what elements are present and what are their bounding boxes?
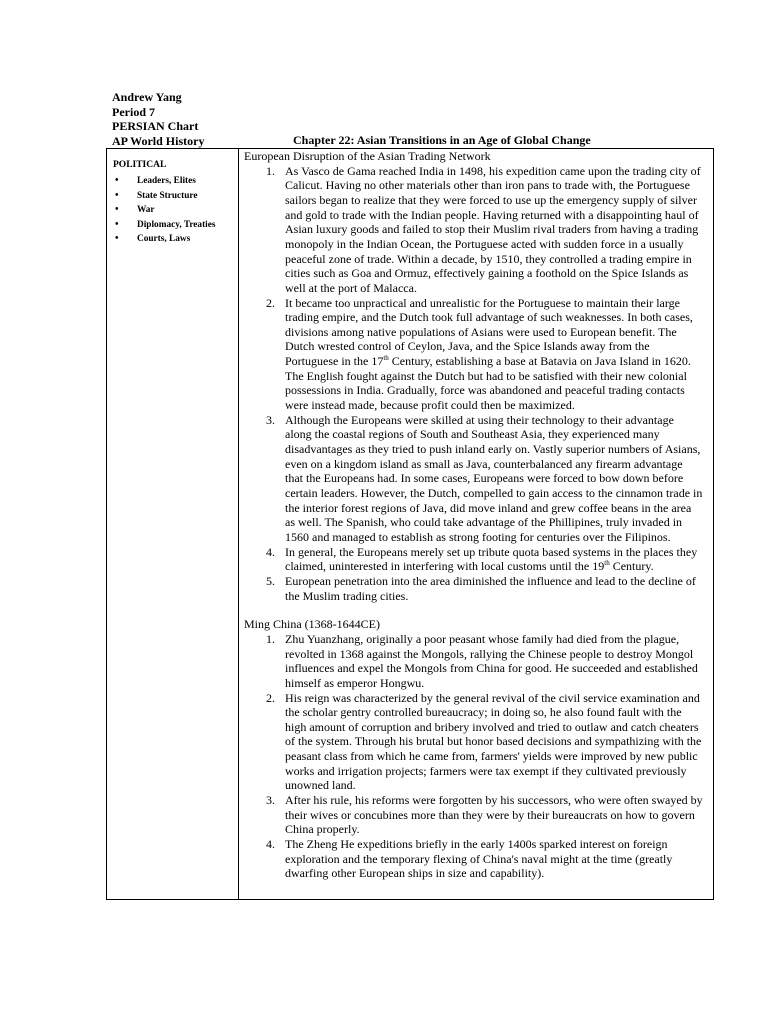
item-text: As Vasco de Gama reached India in 1498, his expedition came upon the trading city of Calicut. Having no other materials other than iron pans to trade with, the Portuguese sailors began to realize that they were forced to use up the emergency supply of silver and gold to trade with the Indian people. Having returned with a disappointing haul of Asian luxury goods and failed to stop their Muslim rival traders from having a trading monopoly in the Indian Ocean, the Portuguese acted with sudden force in a usually peaceful zone of trade. Within a decade, by 1510, they controlled a trading empire in cities such as Goa and Ormuz, effectively gaining a foothold on the Spice Islands as well at the port of Malacca. — [285, 163, 701, 295]
class-period: Period 7 — [112, 104, 155, 119]
chart-type: PERSIAN Chart — [112, 119, 199, 133]
course-name: AP World History — [112, 133, 205, 148]
persian-chart-table — [106, 148, 714, 900]
student-header — [112, 90, 204, 148]
item-number: 1. — [266, 631, 275, 646]
item-number: 1. — [266, 163, 275, 178]
item-number: 5. — [266, 573, 275, 588]
item-text-part: It became too unpractical and unrealistic for the Portuguese to maintain their large trading empire, and the Dutch took full advantage of such weaknesses. In both cases, divisions among native populations of Asians were used to European benefit. The Dutch wrested control of Ceylon, Java, and the Spice Islands away from the Portuguese in the 17 — [285, 295, 693, 369]
ordinal-suffix: th — [383, 354, 389, 363]
list-item — [239, 296, 713, 413]
item-text-part: In general, the Europeans merely set up tribute quota based systems in the places they claimed, uninterested in interfering with local customs until the 19 — [285, 544, 698, 574]
item-text: His reign was characterized by the general revival of the civil service examination and the scholar gentry controlled bureaucracy; in doing so, he also found fault with the high amount of corruption and bribery involved and tried to outlaw and catch cheaters of the system. Through his brutal but honor based decisions and sympathizing with the peasant class from which he came from, farmers' yields were improved by new public works and irrigation projects; farmers were tax exempt if they cultivated previously unowned land. — [285, 690, 702, 793]
list-item — [239, 413, 713, 545]
category-item: • Diplomacy, Treaties — [107, 218, 238, 233]
list-item — [239, 164, 713, 296]
item-text: The Zheng He expeditions briefly in the early 1400s sparked interest on foreign exploration and the temporary flexing of China's naval might at the time (greatly dwarfing other European ships in size and capability). — [285, 837, 673, 881]
category-column — [107, 149, 239, 900]
item-text-part: Century, establishing a base at Batavia on Java Island in 1620. The English fought against the Dutch but had to be satisfied with their new colonial possessions in India. Gradually, force was abandoned and peaceful trading contacts were instead made, because profit could then be maximized. — [285, 354, 691, 413]
item-number: 4. — [266, 837, 275, 852]
category-item: • Leaders, Elites — [107, 174, 238, 189]
category-heading: POLITICAL — [113, 160, 167, 170]
list-item — [239, 837, 713, 881]
item-number: 3. — [266, 412, 275, 427]
ordinal-suffix: th — [604, 559, 610, 568]
item-text-part: Century. — [609, 559, 654, 574]
list-item — [239, 574, 713, 603]
list-item — [239, 632, 713, 691]
item-number: 4. — [266, 544, 275, 559]
section-list — [239, 164, 713, 604]
item-text — [285, 545, 713, 574]
item-text — [285, 296, 713, 413]
item-number: 2. — [266, 690, 275, 705]
list-item — [239, 793, 713, 837]
notes-column — [239, 149, 714, 900]
item-text: European penetration into the area diminished the influence and lead to the decline of the Muslim trading cities. — [285, 573, 696, 603]
item-text: Zhu Yuanzhang, originally a poor peasant whose family had died from the plague, revolted in 1368 against the Mongols, rallying the Chinese people to destroy Mongol influences and expel the Mongols from China for good. He succeeded and established himself as emperor Hongwu. — [285, 631, 698, 690]
chapter-title: Chapter 22: Asian Transitions in an Age of Global Change — [293, 133, 591, 147]
category-item: • Courts, Laws — [107, 232, 238, 247]
list-item — [239, 691, 713, 794]
category-list — [107, 174, 238, 247]
section-list — [239, 632, 713, 881]
list-item — [239, 545, 713, 574]
item-text: After his rule, his reforms were forgotten by his successors, who were often swayed by their wives or concubines more than they were by their bureaucrats on how to govern China properly. — [285, 793, 703, 837]
item-text: Although the Europeans were skilled at using their technology to their advantage along the coastal regions of South and Southeast Asia, they experienced many disadvantages as they tried to push inland early on. Vastly superior numbers of Asians, even on a kingdom island as small as Java, counterbalanced any firearm advantage that the Europeans had. In some cases, Europeans were forced to bow down before certain leaders. However, the Dutch, compelled to gain access to the cinnamon trade in the interior forest regions of Java, did move inland and grew coffee beans in the area as well. The Spanish, who could take advantage of the Phillipines, truly invaded in 1560 and managed to establish as strong footing for centuries over the Filipinos. — [285, 412, 703, 544]
category-item: • State Structure — [107, 189, 238, 204]
section-heading: European Disruption of the Asian Trading Network — [244, 149, 491, 163]
item-number: 2. — [266, 295, 275, 310]
item-number: 3. — [266, 793, 275, 808]
section-heading: Ming China (1368-1644CE) — [244, 617, 380, 632]
student-name: Andrew Yang — [112, 90, 182, 104]
category-item: • War — [107, 203, 238, 218]
